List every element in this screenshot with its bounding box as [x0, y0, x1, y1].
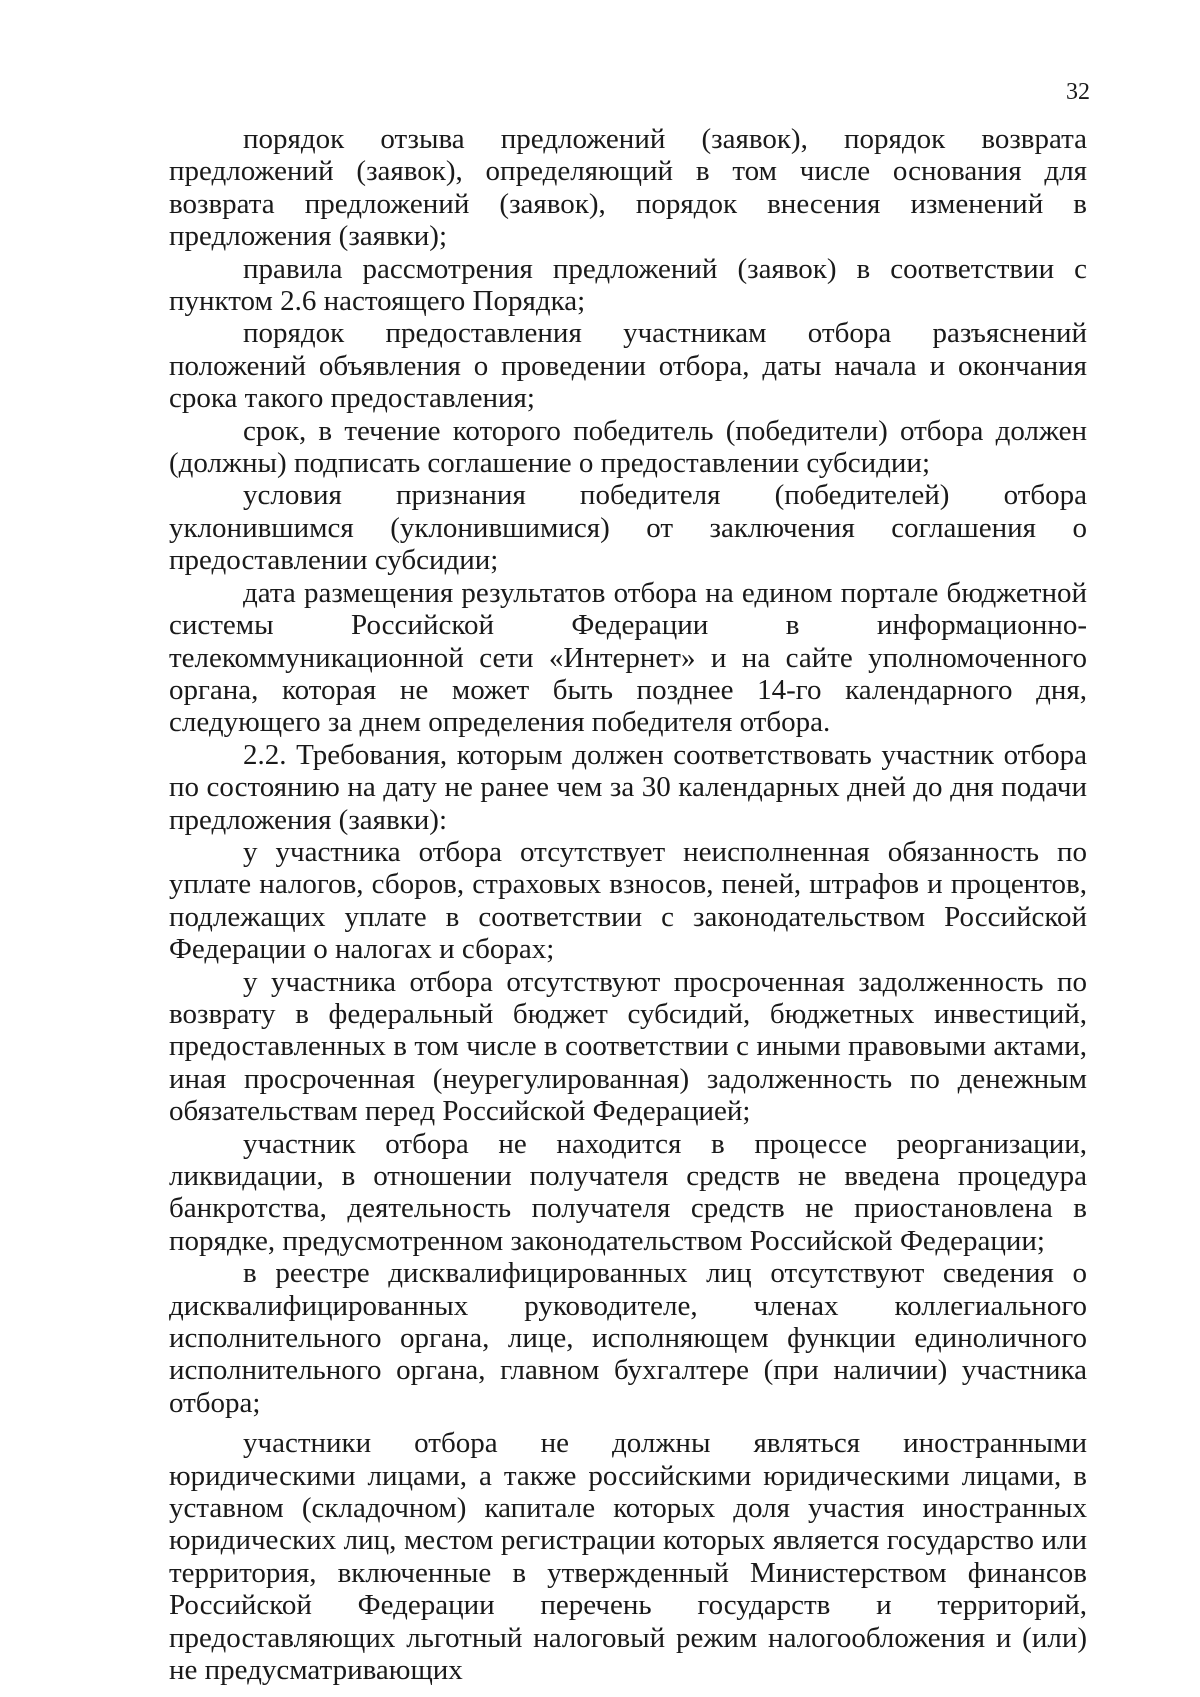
- paragraph: порядок отзыва предложений (заявок), порядок возврата предложений (заявок), определяющий в том числе основания для возврата предложений (заявок), порядок внесения изменений в предложения (заявки);: [169, 123, 1087, 253]
- paragraph: участники отбора не должны являться иностранными юридическими лицами, а также российскими юридическими лицами, в уставном (складочном) капитале которых доля участия иностранных юридических лиц, местом регистрации которых является государство или территория, включенные в утвержденный Министерством финансов Российской Федерации перечень государств и территорий, предоставляющих льготный налоговый режим налогообложения и (или) не предусматривающих: [169, 1427, 1087, 1687]
- document-body: [169, 123, 1087, 1687]
- page-number: 32: [1066, 79, 1090, 105]
- paragraph-section-2-2: 2.2. Требования, которым должен соответствовать участник отбора по состоянию на дату не ранее чем за 30 календарных дней до дня подачи предложения (заявки):: [169, 738, 1087, 836]
- paragraph: условия признания победителя (победителей) отбора уклонившимся (уклонившимися) от заключения соглашения о предоставлении субсидии;: [169, 479, 1087, 577]
- paragraph: правила рассмотрения предложений (заявок) в соответствии с пунктом 2.6 настоящего Порядка;: [169, 252, 1087, 318]
- paragraph: срок, в течение которого победитель (победители) отбора должен (должны) подписать соглашение о предоставлении субсидии;: [169, 414, 1087, 480]
- paragraph: в реестре дисквалифицированных лиц отсутствуют сведения о дисквалифицированных руководителе, членах коллегиального исполнительного органа, лице, исполняющем функции единоличного исполнительного органа, главном бухгалтере (при наличии) участника отбора;: [169, 1257, 1087, 1419]
- paragraph: у участника отбора отсутствуют просроченная задолженность по возврату в федеральный бюджет субсидий, бюджетных инвестиций, предоставленных в том числе в соответствии с иными правовыми актами, иная просроченная (неурегулированная) задолженность по денежным обязательствам перед Российской Федерацией;: [169, 965, 1087, 1128]
- paragraph: участник отбора не находится в процессе реорганизации, ликвидации, в отношении получателя средств не введена процедура банкротства, деятельность получателя средств не приостановлена в порядке, предусмотренном законодательством Российской Федерации;: [169, 1127, 1087, 1257]
- paragraph: у участника отбора отсутствует неисполненная обязанность по уплате налогов, сборов, страховых взносов, пеней, штрафов и процентов, подлежащих уплате в соответствии с законодательством Российской Федерации о налогах и сборах;: [169, 835, 1087, 966]
- paragraph: порядок предоставления участникам отбора разъяснений положений объявления о проведении отбора, даты начала и окончания срока такого предоставления;: [169, 317, 1087, 415]
- paragraph: дата размещения результатов отбора на едином портале бюджетной системы Российской Федерации в информационно-телекоммуникационной сети «Интернет» и на сайте уполномоченного органа, которая не может быть позднее 14-го календарного дня, следующего за днем определения победителя отбора.: [169, 576, 1087, 739]
